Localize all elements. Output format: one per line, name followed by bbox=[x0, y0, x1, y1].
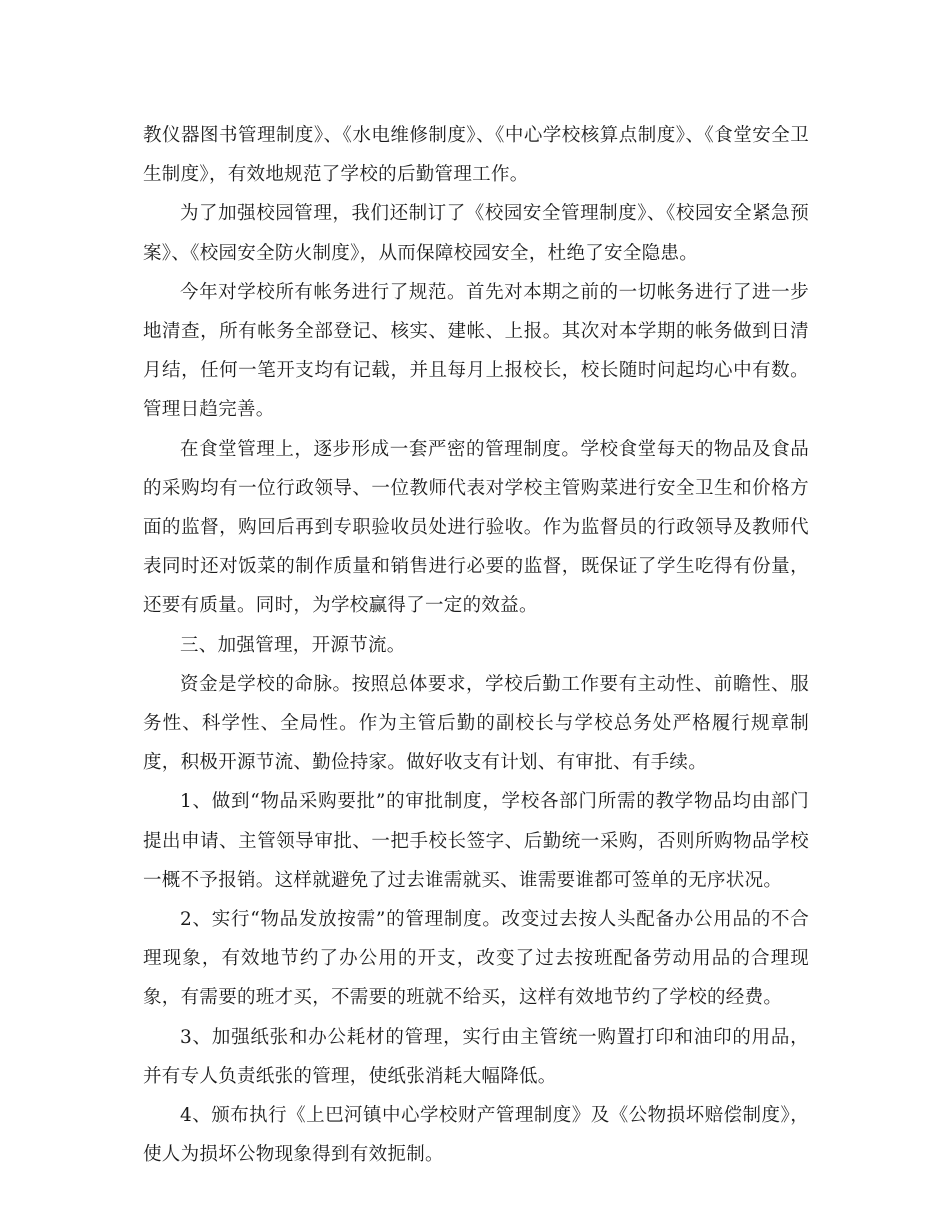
section-heading: 三、加强管理，开源节流。 bbox=[180, 634, 406, 656]
list-item-3: 3、加强纸张和办公耗材的管理，实行由主管统一购置打印和油印的用品，并有专人负责纸张的管理，使纸张消耗大幅降低。 bbox=[143, 1026, 809, 1087]
paragraph-funds: 资金是学校的命脉。按照总体要求，学校后勤工作要有主动性、前瞻性、服务性、科学性、全局性。作为主管后勤的副校长与学校总务处严格履行规章制度，积极开源节流、勤俭持家。做好收支有计划、有审批、有手续。 bbox=[143, 673, 809, 774]
list-item-1: 1、做到“物品采购要批”的审批制度，学校各部门所需的教学物品均由部门提出申请、主管领导审批、一把手校长签字、后勤统一采购，否则所购物品学校一概不予报销。这样就避免了过去谁需就买、谁需要谁都可签单的无序状况。 bbox=[143, 791, 809, 891]
paragraph-continuation: 教仪器图书管理制度》、《水电维修制度》、《中心学校核算点制度》、《食堂安全卫生制度》，有效地规范了学校的后勤管理工作。 bbox=[143, 125, 809, 186]
paragraph-canteen: 在食堂管理上，逐步形成一套严密的管理制度。学校食堂每天的物品及食品的采购均有一位行政领导、一位教师代表对学校主管购菜进行安全卫生和价格方面的监督，购回后再到专职验收员处进行验收。作为监督员的行政领导及教师代表同时还对饭菜的制作质量和销售进行必要的监督，既保证了学生吃得有份量，还要有质量。同时，为学校赢得了一定的效益。 bbox=[143, 438, 809, 617]
list-item-2: 2、实行“物品发放按需”的管理制度。改变过去按人头配备办公用品的不合理现象，有效地节约了办公用的开支，改变了过去按班配备劳动用品的合理现象，有需要的班才买，不需要的班就不给买，这样有效地节约了学校的经费。 bbox=[143, 909, 809, 1009]
paragraph-campus-safety: 为了加强校园管理，我们还制订了《校园安全管理制度》、《校园安全紧急预案》、《校园安全防火制度》，从而保障校园安全，杜绝了安全隐患。 bbox=[143, 203, 809, 264]
document-body bbox=[143, 116, 809, 1174]
list-item-4: 4、颁布执行《上巴河镇中心学校财产管理制度》及《公物损坏赔偿制度》，使人为损坏公物现象得到有效扼制。 bbox=[143, 1105, 809, 1166]
paragraph-accounts: 今年对学校所有帐务进行了规范。首先对本期之前的一切帐务进行了进一步地清查，所有帐务全部登记、核实、建帐、上报。其次对本学期的帐务做到日清月结，任何一笔开支均有记载，并且每月上报校长，校长随时问起均心中有数。管理日趋完善。 bbox=[143, 281, 809, 421]
